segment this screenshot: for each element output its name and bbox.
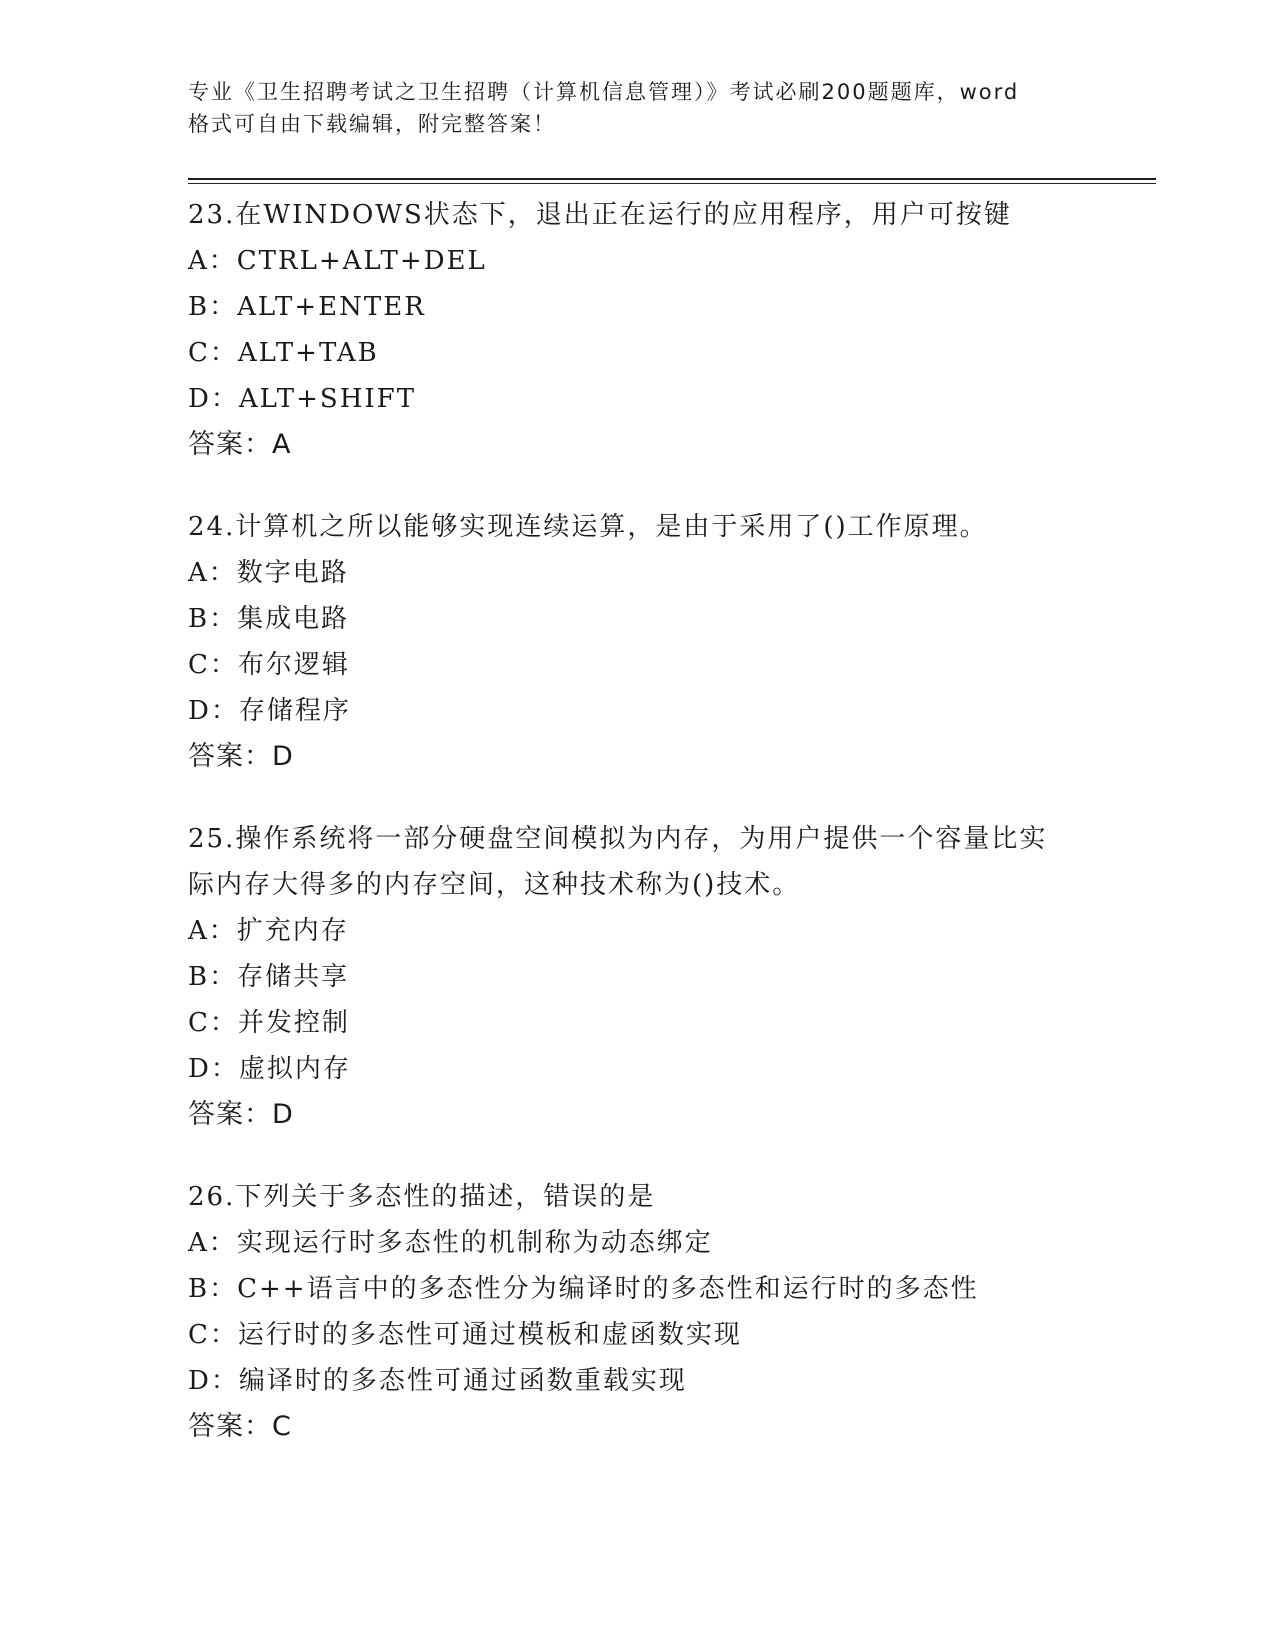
option-c: C：布尔逻辑	[188, 650, 350, 680]
option-b: B：集成电路	[188, 604, 350, 634]
option-d: D：虚拟内存	[188, 1054, 351, 1084]
option-a: A：实现运行时多态性的机制称为动态绑定	[188, 1228, 713, 1258]
option-d: D：编译时的多态性可通过函数重载实现	[188, 1366, 687, 1396]
question-25	[188, 816, 1088, 1138]
answer-line: 答案：A	[188, 429, 292, 460]
option-b: B：ALT+ENTER	[188, 292, 426, 322]
option-c: C：并发控制	[188, 1008, 350, 1038]
header-divider-thick	[188, 178, 1156, 180]
option-a: A：扩充内存	[188, 916, 349, 946]
option-a: A：CTRL+ALT+DEL	[188, 246, 487, 276]
answer-line: 答案：C	[188, 1411, 292, 1442]
question-26	[188, 1174, 1088, 1450]
question-23	[188, 192, 1088, 468]
header-divider-thin	[188, 183, 1156, 184]
question-stem: 26.下列关于多态性的描述，错误的是	[188, 1182, 656, 1212]
option-c: C：ALT+TAB	[188, 338, 379, 368]
document-header	[188, 76, 1088, 140]
option-b: B：C++语言中的多态性分为编译时的多态性和运行时的多态性	[188, 1274, 979, 1304]
option-d: D：存储程序	[188, 696, 351, 726]
answer-line: 答案：D	[188, 741, 294, 772]
option-b: B：存储共享	[188, 962, 350, 992]
question-list	[188, 192, 1088, 1486]
question-stem: 24.计算机之所以能够实现连续运算，是由于采用了()工作原理。	[188, 512, 988, 542]
header-line-1: 专业《卫生招聘考试之卫生招聘（计算机信息管理）》考试必刷200题题库，word	[188, 80, 1020, 104]
option-a: A：数字电路	[188, 558, 349, 588]
question-stem: 25.操作系统将一部分硬盘空间模拟为内存，为用户提供一个容量比实际内存大得多的内存空间，这种技术称为()技术。	[188, 824, 1048, 900]
answer-line: 答案：D	[188, 1099, 294, 1130]
question-24	[188, 504, 1088, 780]
question-stem: 23.在WINDOWS状态下，退出正在运行的应用程序，用户可按键	[188, 200, 1012, 230]
option-d: D：ALT+SHIFT	[188, 384, 417, 414]
header-line-2: 格式可自由下载编辑，附完整答案！	[188, 112, 556, 136]
option-c: C：运行时的多态性可通过模板和虚函数实现	[188, 1320, 742, 1350]
